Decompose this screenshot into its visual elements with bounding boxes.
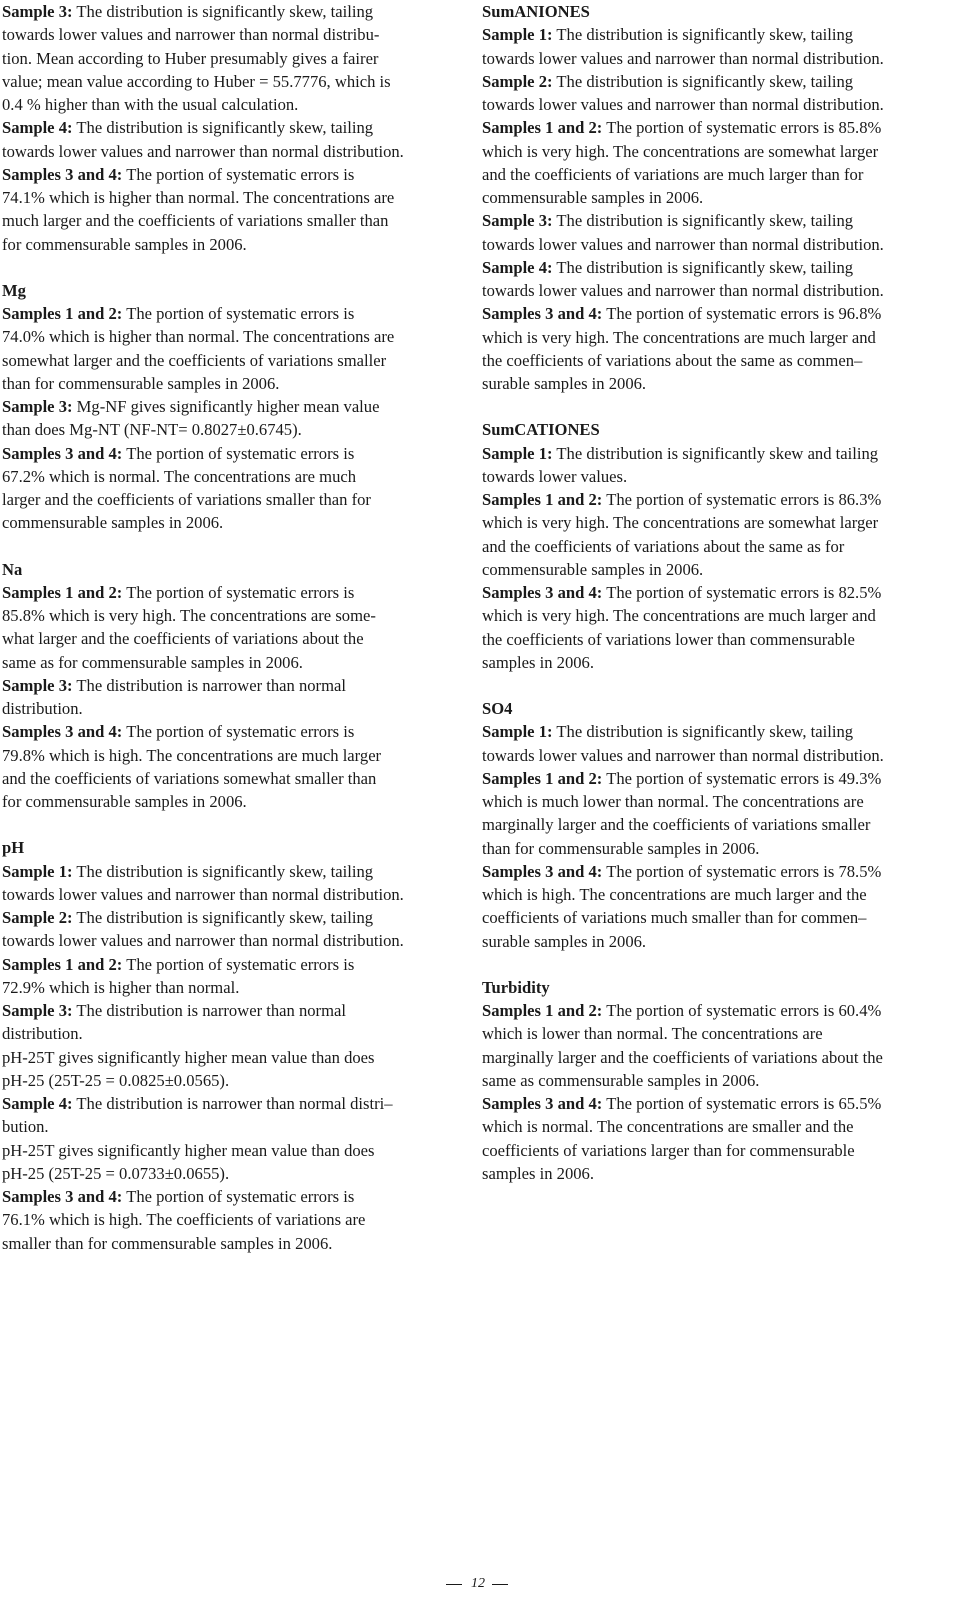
line-text: towards lower values and narrower than normal distribution. (2, 931, 404, 951)
line-text: The distribution is significantly skew, tailing (552, 257, 854, 277)
text-line (2, 976, 460, 999)
line-text: which is lower than normal. The concentrations are (482, 1024, 823, 1044)
paragraph-label: Sample 4: (2, 118, 73, 138)
paragraph-label: Samples 1 and 2: (2, 954, 123, 974)
section-na (2, 558, 460, 814)
text-line (482, 302, 952, 325)
text-line (482, 720, 952, 743)
text-line (2, 116, 460, 139)
text-line (2, 1022, 460, 1045)
paragraph-label: Samples 3 and 4: (2, 443, 123, 463)
line-text: The portion of systematic errors is 85.8% (602, 118, 882, 138)
line-text: which is very high. The concentrations are much larger and (482, 606, 876, 626)
line-text: larger and the coefficients of variations smaller than for (2, 490, 371, 509)
section-heading: SO4 (482, 699, 513, 718)
section-sumaniones (482, 0, 952, 395)
line-text: The portion of systematic errors is (122, 954, 355, 974)
line-text: 0.4 % higher than with the usual calculation. (2, 95, 299, 114)
line-text: The portion of systematic errors is 60.4% (602, 1001, 882, 1020)
text-line (2, 442, 460, 465)
paragraph-label: Samples 1 and 2: (482, 1001, 603, 1020)
text-line (2, 488, 460, 511)
text-line (482, 23, 952, 46)
text-line (2, 325, 460, 348)
line-text: The portion of systematic errors is (122, 443, 355, 463)
line-text: towards lower values and narrower than normal distribution. (2, 884, 404, 904)
text-line (2, 209, 460, 232)
line-text: which is very high. The concentrations are much larger and (482, 327, 876, 347)
line-text: same as commensurable samples in 2006. (482, 1070, 760, 1090)
line-text: for commensurable samples in 2006. (2, 792, 247, 811)
text-line (2, 302, 460, 325)
text-line (2, 70, 460, 93)
line-text: 74.1% which is higher than normal. The concentrations are (2, 188, 395, 207)
paragraph (2, 1046, 460, 1093)
paragraph-label: Samples 3 and 4: (2, 722, 123, 742)
line-text: surable samples in 2006. (482, 374, 647, 393)
line-text: than for commensurable samples in 2006. (482, 838, 760, 858)
text-line (482, 999, 952, 1022)
section-intro (2, 0, 460, 256)
paragraph (2, 1139, 460, 1186)
text-line (2, 790, 460, 813)
line-text: The distribution is narrower than normal distri– (72, 1094, 393, 1113)
line-text: 72.9% which is higher than normal. (2, 977, 240, 997)
text-line (2, 1208, 460, 1231)
paragraph (2, 0, 460, 116)
text-line (482, 511, 952, 534)
text-line (2, 1185, 460, 1208)
line-text: marginally larger and the coefficients of variations smaller (482, 815, 871, 835)
line-text: The portion of systematic errors is (122, 1187, 355, 1206)
text-line (2, 0, 460, 23)
text-line (2, 186, 460, 209)
line-text: surable samples in 2006. (482, 931, 647, 951)
text-line (482, 186, 952, 209)
line-text: The distribution is narrower than normal (72, 1001, 346, 1020)
text-line (2, 697, 460, 720)
paragraph (482, 70, 952, 117)
line-text: which is much lower than normal. The concentrations are (482, 792, 864, 811)
text-line (2, 1092, 460, 1115)
paragraph-label: Samples 3 and 4: (482, 304, 603, 324)
line-text: which is normal. The concentrations are smaller and the (482, 1117, 854, 1137)
text-line (2, 883, 460, 906)
text-line (2, 395, 460, 418)
text-line (482, 1115, 952, 1138)
paragraph-label: Sample 1: (482, 25, 553, 45)
line-text: same as for commensurable samples in 2006. (2, 652, 303, 672)
text-line (2, 47, 460, 70)
paragraph-label: Samples 1 and 2: (2, 582, 123, 602)
text-line (482, 326, 952, 349)
text-line (482, 372, 952, 395)
line-text: commensurable samples in 2006. (482, 559, 704, 579)
line-text: The portion of systematic errors is (122, 582, 355, 602)
section-heading: pH (2, 838, 25, 858)
paragraph-label: Samples 3 and 4: (482, 1094, 603, 1113)
line-text: 67.2% which is normal. The concentrations are much (2, 466, 357, 486)
line-text: towards lower values and narrower than normal distribution. (2, 141, 404, 161)
line-text: pH-25T gives significantly higher mean value than does (2, 1047, 375, 1067)
text-line (482, 465, 952, 488)
section-heading: SumANIONES (482, 2, 590, 21)
paragraph (482, 1092, 952, 1185)
text-line (482, 1022, 952, 1045)
text-line (482, 837, 952, 860)
paragraph (2, 953, 460, 1000)
line-text: for commensurable samples in 2006. (2, 234, 247, 254)
paragraph (482, 720, 952, 767)
paragraph-label: Samples 3 and 4: (2, 1187, 123, 1206)
line-text: The distribution is significantly skew and tailing (552, 443, 879, 463)
text-line (2, 163, 460, 186)
paragraph (2, 1185, 460, 1255)
text-line (482, 744, 952, 767)
line-text: The portion of systematic errors is 78.5% (602, 861, 882, 881)
line-text: value; mean value according to Huber = 55.7776, which is (2, 71, 391, 91)
line-text: tion. Mean according to Huber presumably gives a fairer (2, 48, 379, 68)
line-text: bution. (2, 1117, 49, 1137)
paragraph (482, 209, 952, 256)
paragraph-label: Sample 3: (2, 397, 73, 416)
text-line (482, 790, 952, 813)
line-text: The portion of systematic errors is (122, 304, 355, 323)
line-text: than does Mg-NT (NF-NT= 0.8027±0.6745). (2, 420, 302, 440)
text-line (2, 860, 460, 883)
paragraph-label: Samples 3 and 4: (2, 164, 123, 184)
paragraph (2, 1092, 460, 1139)
line-text: somewhat larger and the coefficients of variations smaller (2, 350, 387, 370)
line-text: distribution. (2, 699, 83, 718)
paragraph (2, 720, 460, 813)
line-text: The distribution is significantly skew, tailing (552, 211, 854, 231)
paragraph-label: Samples 1 and 2: (482, 490, 603, 509)
text-line (482, 604, 952, 627)
text-line (2, 418, 460, 441)
line-text: coefficients of variations larger than for commensurable (482, 1140, 855, 1160)
text-line (2, 581, 460, 604)
text-line (2, 604, 460, 627)
line-text: The distribution is significantly skew, tailing (552, 71, 854, 91)
paragraph-label: Sample 1: (482, 722, 553, 742)
paragraph-label: Samples 3 and 4: (482, 861, 603, 881)
text-line (2, 651, 460, 674)
text-line (2, 93, 460, 116)
line-text: 85.8% which is very high. The concentrations are some- (2, 606, 376, 625)
paragraph (2, 302, 460, 395)
line-text: towards lower values. (482, 466, 628, 486)
line-text: towards lower values and narrower than normal distribu- (2, 25, 380, 45)
text-line (2, 372, 460, 395)
text-line (482, 883, 952, 906)
right-column (482, 0, 952, 1208)
text-line (2, 140, 460, 163)
section-heading: SumCATIONES (482, 420, 600, 440)
paragraph (482, 860, 952, 953)
section-heading: Mg (2, 280, 26, 300)
paragraph-label: Sample 3: (2, 2, 73, 21)
text-line (482, 535, 952, 558)
text-line (482, 233, 952, 256)
paragraph (482, 999, 952, 1092)
paragraph-label: Sample 1: (2, 861, 73, 881)
section-ph (2, 836, 460, 1255)
paragraph-label: Sample 4: (482, 257, 553, 277)
paragraph-label: Samples 1 and 2: (482, 768, 603, 788)
line-text: The distribution is significantly skew, tailing (72, 118, 374, 138)
text-line (2, 767, 460, 790)
text-line (482, 70, 952, 93)
paragraph-label: Sample 3: (2, 675, 73, 695)
paragraph (2, 442, 460, 535)
line-text: samples in 2006. (482, 1163, 594, 1183)
section-sumcationes (482, 418, 952, 674)
text-line (2, 906, 460, 929)
text-line (2, 929, 460, 952)
text-line (482, 1139, 952, 1162)
paragraph-label: Samples 1 and 2: (2, 304, 123, 323)
paragraph (2, 116, 460, 163)
line-text: The distribution is significantly skew, tailing (72, 2, 374, 21)
text-line (2, 744, 460, 767)
line-text: than for commensurable samples in 2006. (2, 373, 280, 393)
paragraph (2, 163, 460, 256)
text-line (2, 1069, 460, 1092)
line-text: smaller than for commensurable samples in 2006. (2, 1233, 333, 1253)
paragraph (482, 116, 952, 209)
text-line (482, 906, 952, 929)
text-line (2, 999, 460, 1022)
page-footer (0, 1574, 960, 1594)
section-heading: Na (2, 559, 23, 579)
text-line (482, 767, 952, 790)
line-text: which is very high. The concentrations are somewhat larger (482, 513, 879, 533)
line-text: The portion of systematic errors is (122, 722, 355, 742)
line-text: which is high. The concentrations are much larger and the (482, 885, 867, 904)
paragraph (2, 395, 460, 442)
text-line (2, 674, 460, 697)
paragraph-label: Samples 3 and 4: (482, 583, 603, 602)
text-line (482, 209, 952, 232)
text-line (482, 163, 952, 186)
line-text: The portion of systematic errors is 86.3% (602, 490, 882, 509)
paragraph (482, 256, 952, 303)
text-line (2, 1046, 460, 1069)
text-line (2, 233, 460, 256)
paragraph-label: Sample 2: (2, 908, 73, 927)
line-text: pH-25 (25T-25 = 0.0825±0.0565). (2, 1070, 230, 1090)
line-text: The portion of systematic errors is 96.8% (602, 304, 882, 324)
paragraph-label: Sample 4: (2, 1094, 73, 1113)
text-line (482, 581, 952, 604)
text-line (2, 953, 460, 976)
paragraph (2, 581, 460, 674)
text-line (2, 349, 460, 372)
section-heading: Turbidity (482, 977, 550, 997)
line-text: and the coefficients of variations about the same as for (482, 536, 845, 556)
text-line (2, 1139, 460, 1162)
section-mg (2, 279, 460, 535)
text-line (482, 279, 952, 302)
line-text: pH-25T gives significantly higher mean value than does (2, 1140, 375, 1160)
text-line (482, 47, 952, 70)
paragraph (482, 581, 952, 674)
line-text: the coefficients of variations about the same as commen– (482, 350, 863, 370)
footer-dash-right (492, 1584, 508, 1585)
line-text: 74.0% which is higher than normal. The concentrations are (2, 327, 395, 347)
paragraph (482, 23, 952, 70)
line-text: marginally larger and the coefficients of variations about the (482, 1047, 883, 1067)
paragraph-label: Sample 2: (482, 71, 553, 91)
paragraph (482, 488, 952, 581)
line-text: The distribution is significantly skew, tailing (552, 25, 854, 45)
section-turbidity (482, 976, 952, 1185)
line-text: towards lower values and narrower than normal distribution. (482, 48, 884, 68)
text-line (482, 651, 952, 674)
line-text: and the coefficients of variations are much larger than for (482, 164, 864, 184)
line-text: The portion of systematic errors is 82.5% (602, 583, 882, 602)
line-text: what larger and the coefficients of variations about the (2, 629, 364, 649)
footer-dash-left (446, 1584, 462, 1585)
line-text: Mg-NF gives significantly higher mean value (72, 397, 380, 416)
text-line (482, 930, 952, 953)
text-line (2, 720, 460, 743)
line-text: The portion of systematic errors is 49.3% (602, 768, 882, 788)
text-line (2, 1162, 460, 1185)
line-text: which is very high. The concentrations are somewhat larger (482, 141, 879, 161)
text-line (482, 813, 952, 836)
section-so4 (482, 697, 952, 953)
text-line (482, 628, 952, 651)
text-line (2, 1232, 460, 1255)
left-column (2, 0, 460, 1278)
line-text: much larger and the coefficients of variations smaller than (2, 211, 389, 231)
text-line (482, 349, 952, 372)
line-text: towards lower values and narrower than normal distribution. (482, 234, 884, 254)
text-line (482, 558, 952, 581)
text-line (482, 140, 952, 163)
paragraph (2, 906, 460, 953)
line-text: The portion of systematic errors is 65.5% (602, 1094, 882, 1113)
line-text: distribution. (2, 1024, 83, 1044)
line-text: The distribution is significantly skew, tailing (552, 722, 854, 742)
text-line (482, 1092, 952, 1115)
paragraph-label: Sample 1: (482, 443, 553, 463)
text-line (482, 1162, 952, 1185)
line-text: towards lower values and narrower than normal distribution. (482, 745, 884, 765)
text-line (2, 511, 460, 534)
text-line (2, 627, 460, 650)
paragraph (482, 767, 952, 860)
text-line (482, 1046, 952, 1069)
line-text: towards lower values and narrower than normal distribution. (482, 95, 884, 114)
line-text: and the coefficients of variations somewhat smaller than (2, 768, 377, 788)
paragraph-label: Sample 3: (2, 1001, 73, 1020)
text-line (2, 465, 460, 488)
text-line (2, 1115, 460, 1138)
text-line (482, 116, 952, 139)
text-line (482, 442, 952, 465)
text-line (2, 23, 460, 46)
paragraph-label: Samples 1 and 2: (482, 118, 603, 138)
paragraph (482, 442, 952, 489)
line-text: commensurable samples in 2006. (482, 188, 704, 207)
paragraph (2, 674, 460, 721)
line-text: The distribution is narrower than normal (72, 675, 346, 695)
text-line (482, 1069, 952, 1092)
page-number: 12 (471, 1576, 485, 1591)
line-text: commensurable samples in 2006. (2, 513, 224, 533)
line-text: towards lower values and narrower than normal distribution. (482, 281, 884, 300)
text-line (482, 488, 952, 511)
line-text: The distribution is significantly skew, tailing (72, 861, 374, 881)
paragraph-label: Sample 3: (482, 211, 553, 231)
line-text: coefficients of variations much smaller than for commen– (482, 908, 867, 928)
text-line (482, 860, 952, 883)
line-text: 79.8% which is high. The concentrations are much larger (2, 745, 382, 765)
line-text: samples in 2006. (482, 652, 594, 672)
line-text: The distribution is significantly skew, tailing (72, 908, 374, 927)
line-text: the coefficients of variations lower than commensurable (482, 629, 855, 649)
paragraph (482, 302, 952, 395)
text-line (482, 256, 952, 279)
line-text: The portion of systematic errors is (122, 164, 355, 184)
text-line (482, 93, 952, 116)
paragraph (2, 999, 460, 1046)
line-text: 76.1% which is high. The coefficients of variations are (2, 1210, 366, 1230)
paragraph (2, 860, 460, 907)
line-text: pH-25 (25T-25 = 0.0733±0.0655). (2, 1163, 230, 1183)
